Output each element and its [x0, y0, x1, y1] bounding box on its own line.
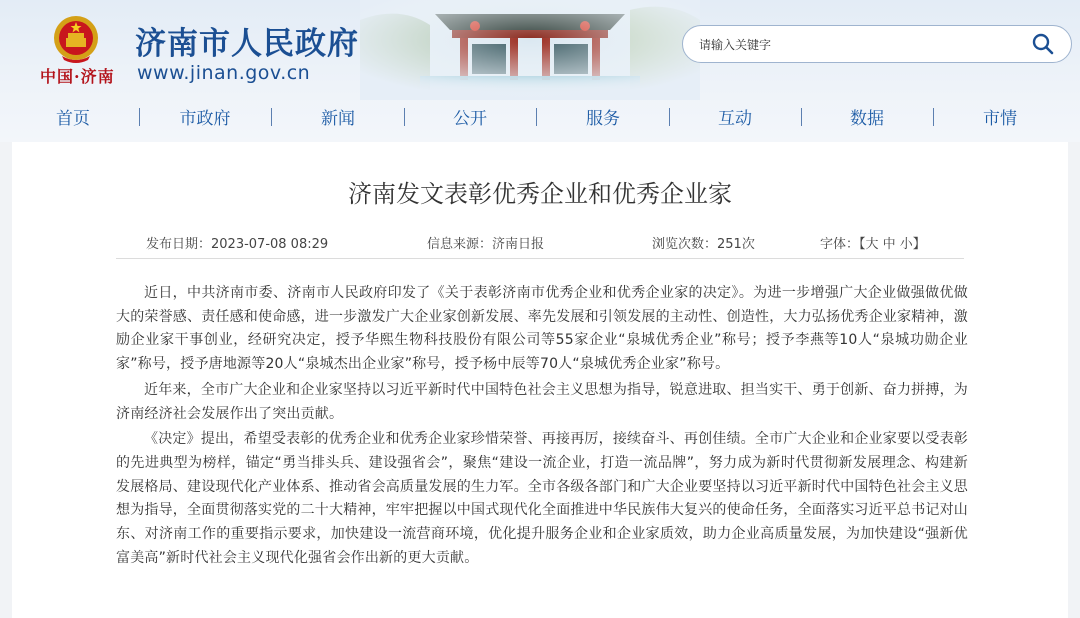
search-input[interactable]	[697, 34, 1021, 56]
article-panel	[12, 142, 1068, 618]
nav-item-open[interactable]: 公开	[453, 109, 487, 129]
national-emblem-icon	[52, 14, 100, 64]
banner-pavilion-image	[360, 0, 700, 100]
article-paragraph: 近年来，全市广大企业和企业家坚持以习近平新时代中国特色社会主义思想为指导，锐意进取、担当实干、勇于创新、奋力拼搏，为济南经济社会发展作出了突出贡献。	[116, 381, 968, 422]
nav-item-data[interactable]: 数据	[850, 109, 884, 129]
info-source: 信息来源：济南日报	[427, 237, 545, 252]
nav-item-services[interactable]: 服务	[586, 109, 620, 129]
article-paragraph: 《决定》提出，希望受表彰的优秀企业和优秀企业家珍惜荣誉、再接再厉，接续奋斗、再创佳绩。全市广大企业和企业家要以受表彰的先进典型为榜样，锚定“勇当排头兵、建设强省会”，聚焦“建设一流企业，打造一流品牌”，努力成为新时代贯彻新发展理念、构建新发展格局、建设现代化产业体系、推动省会高质量发展的生力军。全市各级各部门和广大企业要坚持以习近平新时代中国特色社会主义思想为指导，全面贯彻落实党的二十大精神，牢牢把握以中国式现代化全面推进中华民族伟大复兴的使命任务，全面落实习近平总书记对山东、对济南工作的重要指示要求，加快建设一流营商环境，优化提升服务企业和企业家质效，助力企业高质量发展，为加快建设“强新优富美高”新时代社会主义现代化强省会作出新的更大贡献。	[116, 431, 968, 566]
article-paragraph: 近日，中共济南市委、济南市人民政府印发了《关于表彰济南市优秀企业和优秀企业家的决定》。为进一步增强广大企业做强做优做大的荣誉感、责任感和使命感，进一步激发广大企业家创新发展、率先发展和引领发展的主动性、创造性，大力弘扬优秀企业家精神，激励企业家干事创业，经研究决定，授予华熙生物科技股份有限公司等55家企业“泉城优秀企业”称号；授予李燕等10人“泉城功勋企业家”称号，授予唐地源等20人“泉城杰出企业家”称号，授予杨中辰等70人“泉城优秀企业家”称号。	[116, 285, 968, 373]
article-body	[116, 282, 968, 572]
site-title[interactable]: 济南市人民政府	[135, 26, 359, 62]
meta-divider	[116, 258, 964, 259]
nav-separator	[669, 108, 670, 126]
font-size-switcher[interactable]: 字体：【大 中 小】	[820, 237, 926, 252]
nav-separator	[404, 108, 405, 126]
nav-item-home[interactable]: 首页	[56, 109, 90, 129]
nav-separator	[139, 108, 140, 126]
view-count: 浏览次数：251次	[652, 237, 755, 252]
nav-item-city-info[interactable]: 市情	[983, 109, 1017, 129]
nav-separator	[536, 108, 537, 126]
nav-separator	[271, 108, 272, 126]
nav-item-government[interactable]: 市政府	[179, 109, 231, 129]
article-title: 济南发文表彰优秀企业和优秀企业家	[348, 180, 732, 208]
emblem-caption: 中国·济南	[40, 67, 115, 86]
nav-item-news[interactable]: 新闻	[321, 109, 355, 129]
search-box	[682, 25, 1072, 63]
site-url[interactable]: www.jinan.gov.cn	[137, 62, 311, 84]
nav-separator	[801, 108, 802, 126]
publish-date: 发布日期：2023-07-08 08:29	[146, 237, 329, 252]
search-icon[interactable]	[1031, 32, 1055, 56]
site-header	[0, 0, 1080, 142]
nav-item-interaction[interactable]: 互动	[718, 109, 752, 129]
nav-separator	[933, 108, 934, 126]
main-nav	[0, 104, 1080, 130]
